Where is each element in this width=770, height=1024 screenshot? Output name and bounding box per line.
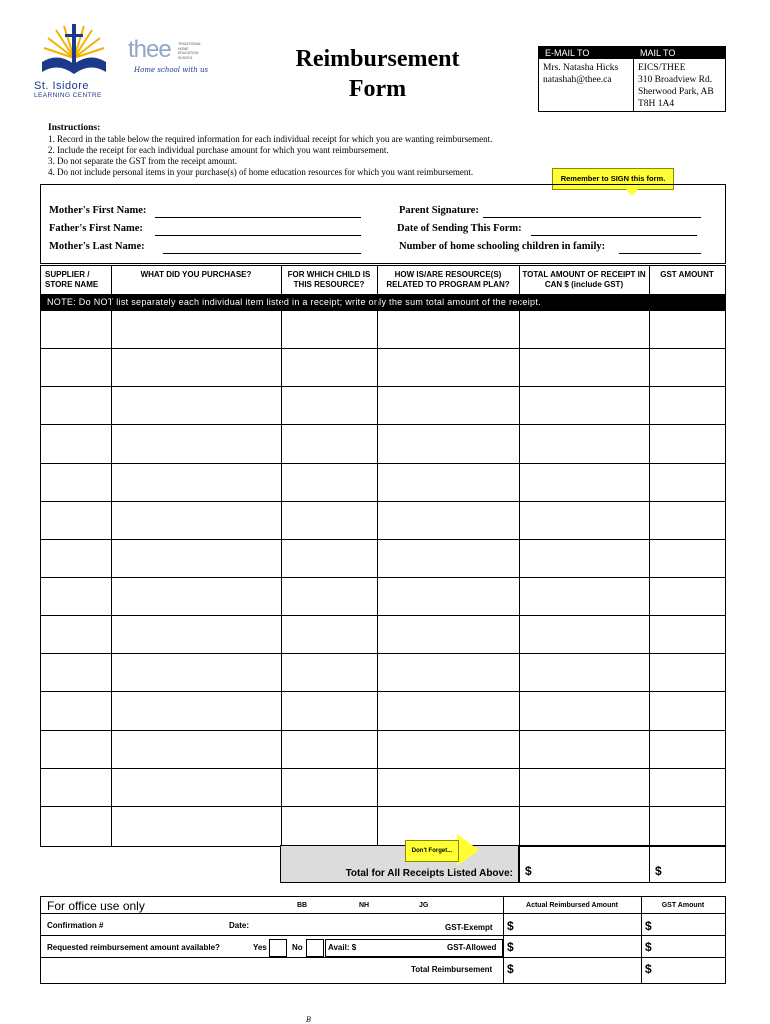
thee-small-text [178, 42, 201, 60]
table-row[interactable] [41, 386, 725, 387]
table-row[interactable] [41, 501, 725, 502]
code-nh: NH [359, 902, 370, 909]
gst-allowed-label: GST-Allowed [447, 943, 497, 952]
total-amount-cell[interactable]: $ [525, 864, 532, 878]
total-gst-cell[interactable]: $ [655, 864, 662, 878]
table-row[interactable] [41, 348, 725, 349]
email-header-label: E-MAIL TO [545, 48, 590, 58]
yes-checkbox[interactable] [269, 939, 287, 957]
gst-exempt-label: GST-Exempt [445, 923, 493, 932]
footer-mark: B [306, 1016, 312, 1024]
thee-tagline: Home school with us [134, 66, 209, 74]
instruction-item: 4. Do not include personal items in your purchase(s) of home education resources for which you want reimbursement. [48, 167, 474, 177]
mail-body [634, 59, 725, 110]
cross-sunburst-icon [34, 22, 126, 82]
office-divider-2 [641, 897, 642, 983]
contact-box [538, 46, 726, 112]
email-body [539, 59, 633, 86]
table-column-divider [377, 266, 378, 846]
table-row[interactable] [41, 615, 725, 616]
st-isidore-logo [34, 22, 126, 100]
title-line-2: Form [348, 76, 407, 102]
yes-label: Yes [253, 943, 267, 952]
table-column-divider [111, 266, 112, 846]
table-column-divider [649, 266, 650, 846]
table-row[interactable] [41, 806, 725, 807]
header-gst-amount: GST AMOUNT [660, 270, 714, 279]
arrow-icon [457, 834, 479, 866]
parent-signature-label: Parent Signature: [399, 205, 479, 216]
gst-amount-header: GST Amount [661, 902, 705, 909]
table-column-divider [519, 266, 520, 846]
gst-exempt-gst[interactable]: $ [645, 919, 652, 933]
mail-column [633, 47, 725, 111]
date-label: Date: [229, 921, 250, 930]
email-address[interactable]: natashah@thee.ca [543, 75, 612, 85]
requested-label: Requested reimbursement amount available? [47, 943, 220, 952]
father-first-field[interactable] [155, 235, 361, 236]
code-jg: JG [419, 902, 429, 909]
confirmation-label: Confirmation # [47, 921, 104, 930]
mother-first-field[interactable] [155, 217, 361, 218]
office-use-box [40, 896, 726, 984]
thee-logo [128, 36, 218, 80]
mother-first-label: Mother's First Name: [49, 205, 147, 216]
header-program-plan: HOW IS/ARE RESOURCE(S) RELATED TO PROGRAM PLAN? [386, 270, 510, 289]
num-children-field[interactable] [619, 253, 701, 254]
instructions [48, 122, 492, 178]
date-sending-label: Date of Sending This Form: [397, 223, 522, 234]
total-reimbursement-amount[interactable]: $ [507, 962, 514, 976]
totals-band [280, 845, 520, 883]
office-divider-1 [503, 897, 504, 983]
table-row[interactable] [41, 424, 725, 425]
actual-reimbursed-header: Actual Reimbursed Amount [526, 902, 618, 909]
office-row-rule [41, 935, 725, 936]
sign-reminder-callout: Remember to SIGN this form. [552, 168, 674, 190]
small-text-1: TRADITIONAL [178, 42, 202, 46]
no-label: No [292, 943, 303, 952]
table-row[interactable] [41, 577, 725, 578]
small-text-4: SCHOOL [178, 55, 193, 60]
avail-label: Avail: $ [328, 943, 357, 952]
totals-divider [649, 846, 650, 882]
header-total-amount: TOTAL AMOUNT OF RECEIPT IN CAN $ (include GST) [522, 270, 646, 289]
mother-last-field[interactable] [163, 253, 361, 254]
no-checkbox[interactable] [306, 939, 324, 957]
table-row[interactable] [41, 730, 725, 731]
total-reimbursement-gst[interactable]: $ [645, 962, 652, 976]
title-line-1: Reimbursement [295, 46, 460, 72]
email-column [539, 47, 633, 111]
table-row[interactable] [41, 691, 725, 692]
instruction-item: 3. Do not separate the GST from the receipt amount. [48, 156, 238, 166]
gst-allowed-amount[interactable]: $ [507, 940, 514, 954]
header-purchase: WHAT DID YOU PURCHASE? [140, 270, 252, 279]
gst-exempt-amount[interactable]: $ [507, 919, 514, 933]
logo-name: St. Isidore [34, 80, 90, 92]
father-first-label: Father's First Name: [49, 223, 143, 234]
parent-signature-field[interactable] [483, 217, 701, 218]
email-name: Mrs. Natasha Hicks [543, 63, 619, 73]
page-title [270, 44, 485, 104]
email-header [539, 47, 633, 59]
receipts-table [40, 265, 726, 847]
logo-subtitle: LEARNING CENTRE [34, 92, 102, 99]
gst-allowed-gst[interactable]: $ [645, 940, 652, 954]
table-row[interactable] [41, 463, 725, 464]
header-supplier: SUPPLIER / STORE NAME [45, 270, 99, 289]
instruction-item: 1. Record in the table below the required information for each individual receipt for which you are wanting reimbursement. [48, 134, 493, 144]
date-sending-field[interactable] [531, 235, 697, 236]
office-heading-rule [41, 913, 509, 914]
totals-label: Total for All Receipts Listed Above: [345, 868, 513, 879]
mail-line: 310 Broadview Rd. [638, 75, 713, 85]
small-text-3: EDUCATION [178, 51, 199, 55]
dont-forget-callout: Don't Forget... [405, 840, 459, 862]
table-note: NOTE: Do NOT list separately each individual item listed in a receipt; write only the sum total amount of the receipt. [41, 295, 725, 310]
table-row[interactable] [41, 768, 725, 769]
instruction-item: 2. Include the receipt for each individual purchase amount for which you want reimbursement. [48, 145, 389, 155]
mail-header-label: MAIL TO [640, 48, 676, 58]
office-heading: For office use only [47, 899, 145, 913]
table-row[interactable] [41, 653, 725, 654]
totals-cells [518, 845, 726, 883]
total-reimbursement-label: Total Reimbursement [411, 965, 493, 974]
mail-line: T8H 1A4 [638, 99, 675, 109]
table-row[interactable] [41, 310, 725, 311]
parent-info-box [40, 184, 726, 264]
mail-header [634, 47, 725, 59]
table-header-rule [41, 294, 725, 295]
office-header-rule [503, 913, 725, 914]
code-bb: BB [297, 902, 308, 909]
mother-last-label: Mother's Last Name: [49, 241, 145, 252]
thee-wordmark: thee [128, 36, 171, 63]
table-column-divider [281, 266, 282, 846]
office-row-rule [41, 957, 725, 958]
header-child: FOR WHICH CHILD IS THIS RESOURCE? [287, 270, 371, 289]
num-children-label: Number of home schooling children in family: [399, 241, 606, 252]
table-row[interactable] [41, 539, 725, 540]
instructions-heading: Instructions: [48, 123, 101, 133]
small-text-2: HOME [178, 46, 189, 51]
mail-line: Sherwood Park, AB [638, 87, 714, 97]
mail-line: EICS/THEE [638, 63, 686, 73]
